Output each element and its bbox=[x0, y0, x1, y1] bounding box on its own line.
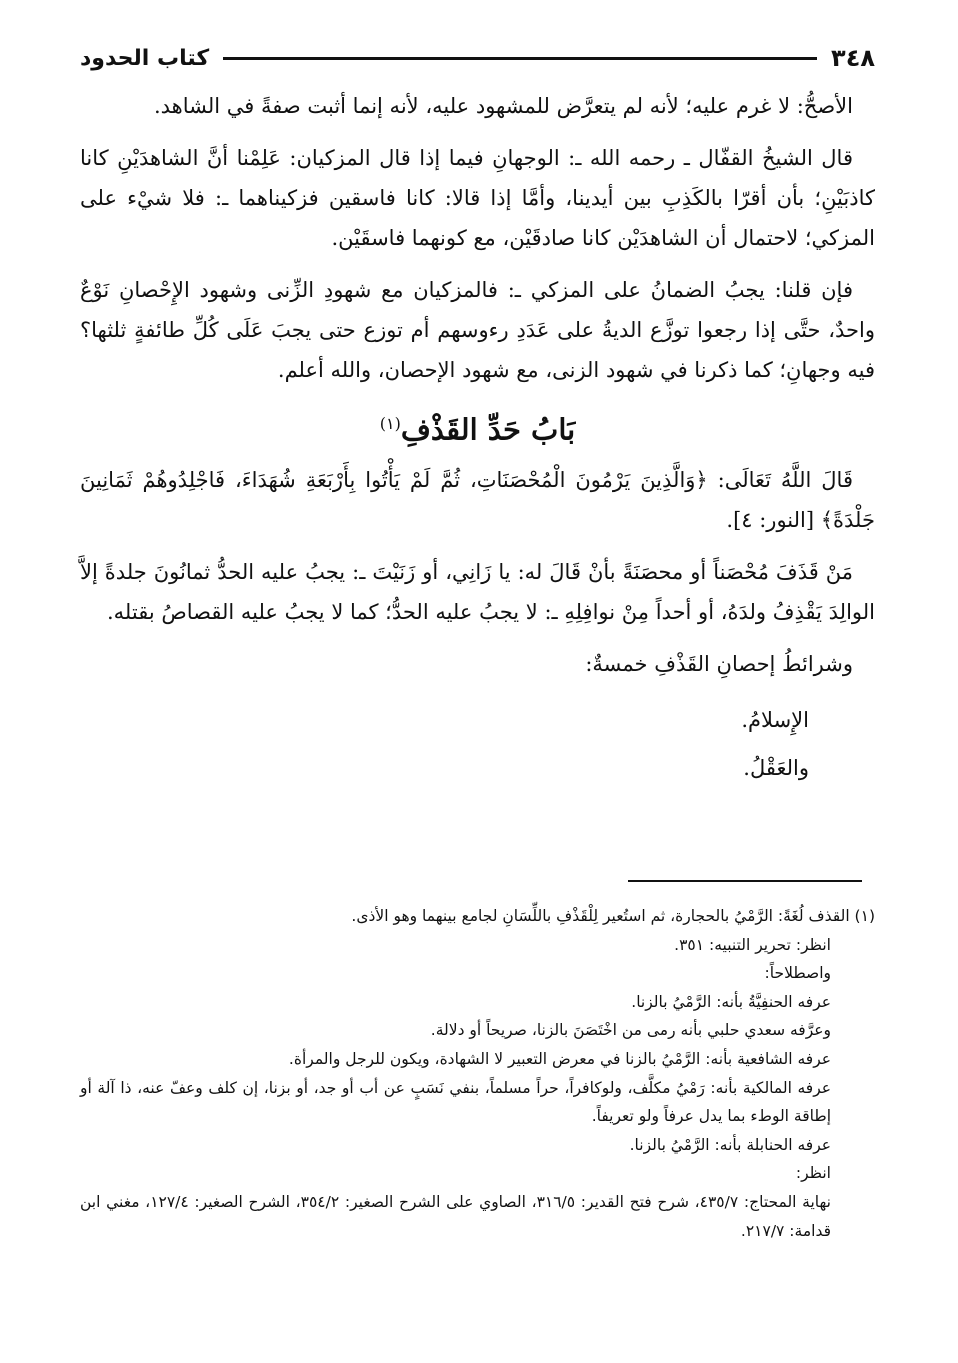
running-title: كتاب الحدود bbox=[80, 45, 210, 71]
condition-item-2: والعَقْلُ. bbox=[743, 755, 809, 780]
footnote-line: انظر: تحرير التنبيه: ٣٥١. bbox=[674, 935, 831, 954]
header-rule bbox=[223, 57, 817, 60]
main-text bbox=[80, 86, 875, 792]
footnote-line: عرفه الحنابلة بأنه: الرَّمْيُ بالزنا. bbox=[629, 1135, 831, 1154]
footnote-line: انظر: bbox=[795, 1164, 831, 1183]
chapter-heading bbox=[80, 402, 875, 452]
paragraph-5: مَنْ قَذَفَ مُحْصَناً أو محصَنَةً بأنْ قَالَ له: يا زَانِي، أو زَنَيْتَ ـ: يجبُ عليه الحدُّ ثمانُونَ جلدةً إلاَّ الوالِدَ يَقْذِفُ ولدَهُ، أو أحداً مِنْ نوافِلِهِ ـ: لا يجبُ عليه الحدُّ؛ كما لا يجبُ عليه القصاصُ بقتله. bbox=[80, 559, 875, 624]
chapter-title: بَابُ حَدِّ القَذْفِ bbox=[400, 412, 576, 447]
paragraph-2: قال الشيخُ القفّال ـ رحمه الله ـ: الوجهانِ فيما إذا قال المزكيان: عَلِمْنا أنَّ الشاهدَيْنِ كانا كاذبَيْنِ؛ بأن أقرّا بالكَذِبِ بين أيدينا، وأمَّا إذا قالا: كانا فاسقين فزكيناهما ـ: فلا شيْء على المزكي؛ لاحتمال أن الشاهدَيْن كانا صادقَيْن، مع كونهما فاسقَيْن. bbox=[80, 146, 875, 250]
paragraph-6: وشرائطُ إحصانِ القَذْفِ خمسةٌ: bbox=[585, 651, 853, 676]
footnote-line: وعرَّفه سعدي حلبي بأنه رمى من اخْتَصَنَ بالزنا، صريحاً أو دلالة. bbox=[430, 1021, 831, 1040]
footnote-line: واصطلاحاً: bbox=[764, 964, 831, 983]
footnote-marker: (١) bbox=[379, 414, 401, 433]
footnote-line: (١) القذف لُغَةً: الرَّمْيُ بالحجارة، ثم استُعير لِلْقَذْفِ باللِّسَانِ لجامع بينهما وهو الأذى. bbox=[351, 907, 875, 925]
quran-verse-paragraph: قَالَ اللَّهُ تَعَالَى: ﴿وَالَّذِينَ يَرْمُونَ الْمُحْصَنَاتِ، ثُمَّ لَمْ يَأْتُوا بِأَرْبَعَةِ شُهَدَاءَ، فَاجْلِدُوهُمْ ثَمَانِينَ جَلْدَةً﴾ [النور: ٤]. bbox=[80, 467, 875, 532]
footnote-line: عرفه المالكية بأنه: رَمْيُ مكلَّف، ولوكافراً، حراً مسلماً، بنفي نَسَبٍ عن أب أو جد، أو بزنا، إن كلف وعفّ عنه، ذا آلة أو إطاقة الوطء بما يدل عرفاً ولو تعريفاً. bbox=[80, 1078, 831, 1126]
footnote-line: نهاية المحتاج: ٤٣٥/٧، شرح فتح القدير: ٣١٦/٥، الصاوي على الشرح الصغير: ٣٥٤/٢، الشرح الصغير: ١٢٧/٤، مغني ابن قدامة: ٢١٧/٧. bbox=[80, 1192, 831, 1240]
paragraph-3: فإن قلنا: يجبُ الضمانُ على المزكي ـ: فالمزكيان مع شهودِ الزِّنى وشهود الإِحْصانِ نَوْعٌ واحدٌ، حتَّى إذا رجعوا توزَّع الديةُ على عَدَدِ رءوسهم أم توزع حتى يجبَ عَلَى كُلِّ طائفةٍ ثلثها؟ فيه وجهانِ؛ كما ذكرنا في شهود الزنى، مع شهود الإحصان، والله أعلم. bbox=[80, 278, 875, 382]
page-number: ٣٤٨ bbox=[831, 44, 875, 72]
paragraph-1: الأصحُّ: لا غرم عليه؛ لأنه لم يتعرَّض للمشهود عليه، لأنه إنما أثبت صفةً في الشاهد. bbox=[153, 94, 853, 118]
condition-item-1: الإِسلامُ. bbox=[741, 707, 809, 732]
footnote-line: عرفه الشافعية بأنه: الرَّمْيُ بالزنا في معرض التعبير لا الشهادة، ويكون للرجل والمرأة. bbox=[288, 1049, 831, 1068]
page-header bbox=[80, 38, 875, 78]
footnotes bbox=[80, 902, 875, 1245]
footnote-line: عرفه الحنفِيَّةُ بأنه: الرَّمْيُ بالزنا. bbox=[631, 992, 831, 1011]
footnote-divider bbox=[628, 880, 862, 882]
